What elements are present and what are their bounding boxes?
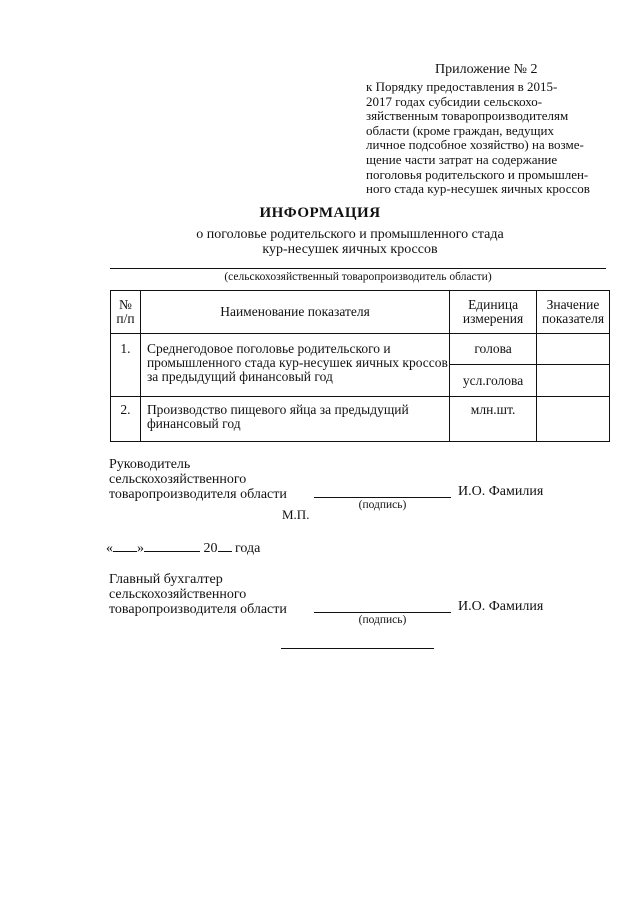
row-value-cell	[537, 397, 610, 442]
appendix-line: щение части затрат на содержание	[366, 151, 558, 167]
accountant-signature-label	[109, 572, 287, 617]
row-name: Среднегодовое поголовье родительского и промышленного стада кур-несушек яичных кроссов за предыдущий финансовый год	[140, 334, 449, 397]
appendix-title: Приложение № 2	[435, 62, 538, 77]
head-title-line: товаропроизводителя области	[109, 487, 287, 502]
date-open-quote: «	[106, 541, 113, 556]
appendix-line: зяйственным товаропроизводителям	[366, 108, 569, 124]
indicators-table	[110, 290, 610, 442]
table-row	[111, 334, 610, 365]
head-name: И.О. Фамилия	[458, 484, 544, 499]
date-close-quote: »	[137, 541, 144, 556]
year-blank	[218, 539, 232, 552]
header-num: № п/п	[111, 291, 141, 334]
appendix-line: области (кроме граждан, ведущих	[366, 122, 555, 138]
accountant-signature-caption: (подпись)	[358, 614, 407, 626]
accountant-signature-line	[314, 612, 451, 613]
appendix-line: 2017 годах субсидии сельскохо-	[366, 93, 543, 109]
accountant-title-line: сельскохозяйственного	[109, 587, 247, 602]
head-title-line: сельскохозяйственного	[109, 472, 247, 487]
row-number: 1.	[111, 334, 141, 397]
appendix-reference	[366, 80, 626, 197]
subtitle-line: кур-несушек яичных кроссов	[262, 242, 438, 257]
accountant-title-line: товаропроизводителя области	[109, 602, 287, 617]
head-signature-caption: (подпись)	[358, 499, 407, 511]
table-row	[111, 397, 610, 442]
document-subtitle	[150, 227, 550, 257]
appendix-line: к Порядку предоставления в 2015-	[366, 79, 558, 94]
row-value-cell	[537, 334, 610, 365]
head-title-line: Руководитель	[109, 457, 191, 472]
row-name: Производство пищевого яйца за предыдущий финансовый год	[140, 397, 449, 442]
row-unit: усл.голова	[450, 365, 537, 397]
subtitle-line: о поголовье родительского и промышленного стада	[196, 227, 504, 242]
appendix-line: ного стада кур-несушек яичных кроссов	[366, 181, 590, 197]
producer-name-line	[110, 268, 606, 269]
appendix-line: личное подсобное хозяйство) на возме-	[366, 137, 584, 153]
stamp-place: М.П.	[282, 507, 310, 522]
table-header-row	[111, 291, 610, 334]
header-value: Значение показателя	[537, 291, 610, 334]
row-value-cell	[537, 365, 610, 397]
head-signature-line	[314, 497, 451, 498]
accountant-title-line: Главный бухгалтер	[109, 572, 223, 587]
head-signature-label	[109, 457, 287, 502]
appendix-line: поголовья родительского и промышлен-	[366, 166, 589, 182]
year-suffix: года	[235, 541, 261, 556]
accountant-name: И.О. Фамилия	[458, 599, 544, 614]
day-blank	[113, 539, 137, 552]
date-line	[106, 539, 260, 557]
closing-separator	[281, 648, 434, 649]
row-number: 2.	[111, 397, 141, 442]
year-prefix: 20	[203, 541, 218, 556]
producer-caption: (сельскохозяйственный товаропроизводитель области)	[224, 271, 492, 283]
row-unit: млн.шт.	[450, 397, 537, 442]
document-title: ИНФОРМАЦИЯ	[259, 205, 381, 221]
row-unit: голова	[450, 334, 537, 365]
header-unit: Единица измерения	[450, 291, 537, 334]
month-blank	[144, 539, 200, 552]
header-name: Наименование показателя	[140, 291, 449, 334]
